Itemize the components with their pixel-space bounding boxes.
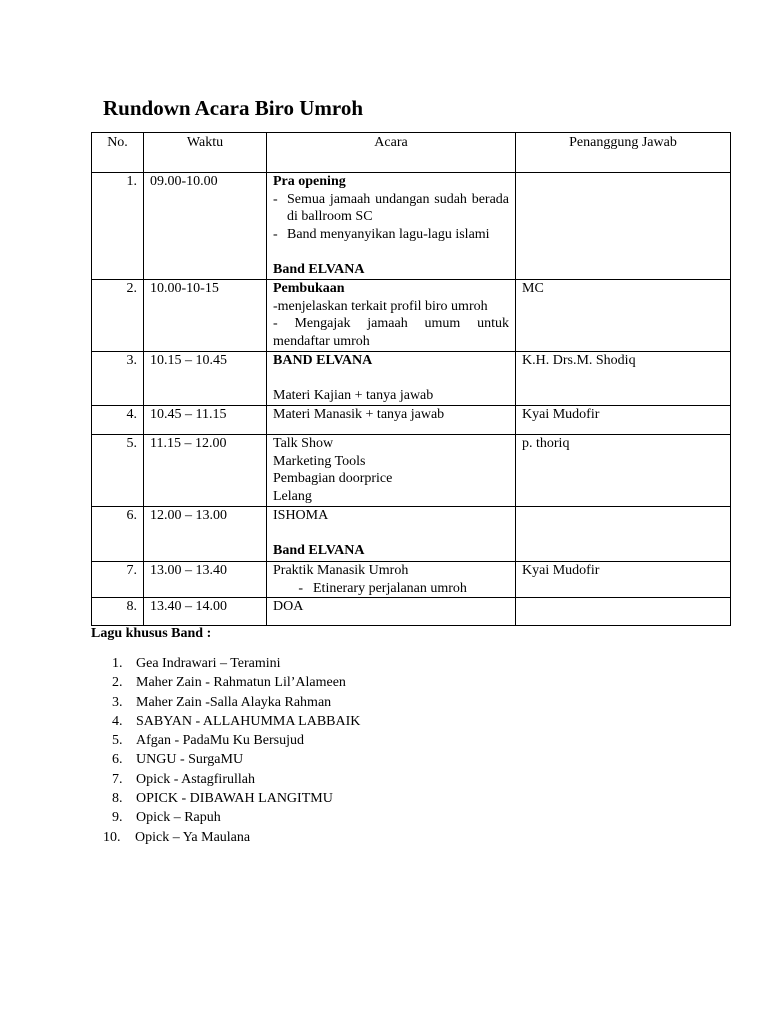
- acara-heading: Pra opening: [273, 174, 346, 189]
- header-no: No.: [92, 133, 144, 173]
- acara-line: Pembagian doorprice: [273, 471, 393, 486]
- table-row: [92, 352, 731, 406]
- row-penanggung-jawab: [516, 173, 731, 280]
- list-item: 7. Opick - Astagfirullah: [112, 771, 255, 787]
- acara-line: Marketing Tools: [273, 453, 366, 469]
- row-waktu: 11.15 – 12.00: [144, 435, 267, 507]
- row-waktu: 12.00 – 13.00: [144, 507, 267, 562]
- row-no: 1.: [92, 173, 144, 280]
- acara-line: DOA: [273, 599, 304, 614]
- acara-line: ISHOMA: [273, 508, 329, 523]
- header-waktu: Waktu: [144, 133, 267, 173]
- row-no: 7.: [92, 562, 144, 598]
- list-item: 10. Opick – Ya Maulana: [103, 829, 251, 845]
- table-header-row: [92, 133, 731, 173]
- row-acara: [267, 562, 516, 598]
- row-acara: [267, 406, 516, 435]
- lagu-heading: Lagu khusus Band :: [91, 626, 212, 641]
- acara-line: Materi Kajian + tanya jawab: [273, 388, 434, 403]
- row-waktu: 13.00 – 13.40: [144, 562, 267, 598]
- list-item: 5. Afgan - PadaMu Ku Bersujud: [112, 733, 304, 749]
- lagu-list: [103, 654, 361, 847]
- row-penanggung-jawab: Kyai Mudofir: [516, 406, 731, 435]
- table-row: [92, 280, 731, 352]
- row-waktu: 10.45 – 11.15: [144, 406, 267, 435]
- row-penanggung-jawab: MC: [516, 280, 731, 352]
- row-acara: [267, 435, 516, 507]
- acara-heading: BAND ELVANA: [273, 353, 373, 368]
- acara-heading: Pembukaan: [273, 281, 345, 296]
- row-no: 3.: [92, 352, 144, 406]
- acara-bullet: - Band menyanyikan lagu-lagu islami: [273, 226, 490, 242]
- table-row: [92, 435, 731, 507]
- row-waktu: 13.40 – 14.00: [144, 598, 267, 626]
- row-no: 6.: [92, 507, 144, 562]
- row-acara: [267, 352, 516, 406]
- table-row: [92, 562, 731, 598]
- table-row: [92, 598, 731, 626]
- row-penanggung-jawab: p. thoriq: [516, 435, 731, 507]
- row-acara: [267, 173, 516, 280]
- row-penanggung-jawab: K.H. Drs.M. Shodiq: [516, 352, 731, 406]
- list-item: 3. Maher Zain -Salla Alayka Rahman: [112, 694, 332, 710]
- row-waktu: 09.00-10.00: [144, 173, 267, 280]
- table-row: [92, 507, 731, 562]
- acara-footer: Band ELVANA: [273, 261, 365, 277]
- row-no: 8.: [92, 598, 144, 626]
- acara-bullet: - Semua jamaah undangan sudah berada di ballroom SC: [273, 191, 509, 224]
- list-item: 9. Opick – Rapuh: [112, 810, 221, 826]
- acara-line: Materi Manasik + tanya jawab: [273, 407, 445, 422]
- page-title: Rundown Acara Biro Umroh: [103, 96, 364, 120]
- rundown-table: [91, 132, 731, 626]
- list-item: 2. Maher Zain - Rahmatun Lil’Alameen: [112, 675, 346, 691]
- acara-line: -menjelaskan terkait profil biro umroh: [273, 298, 488, 314]
- row-penanggung-jawab: Kyai Mudofir: [516, 562, 731, 598]
- row-acara: [267, 280, 516, 352]
- row-penanggung-jawab: [516, 598, 731, 626]
- acara-line: Lelang: [273, 488, 312, 504]
- row-waktu: 10.15 – 10.45: [144, 352, 267, 406]
- acara-sub-bullet: - Etinerary perjalanan umroh: [298, 580, 467, 596]
- row-no: 2.: [92, 280, 144, 352]
- row-no: 4.: [92, 406, 144, 435]
- row-acara: [267, 598, 516, 626]
- acara-line: Talk Show: [273, 436, 334, 451]
- table-row: [92, 173, 731, 280]
- list-item: 1. Gea Indrawari – Teramini: [112, 656, 281, 671]
- list-item: 4. SABYAN - ALLAHUMMA LABBAIK: [112, 713, 361, 729]
- row-waktu: 10.00-10-15: [144, 280, 267, 352]
- row-penanggung-jawab: [516, 507, 731, 562]
- header-acara: Acara: [267, 133, 516, 173]
- list-item: 8. OPICK - DIBAWAH LANGITMU: [112, 791, 333, 807]
- row-no: 5.: [92, 435, 144, 507]
- header-penanggung-jawab: Penanggung Jawab: [516, 133, 731, 173]
- acara-line: Praktik Manasik Umroh: [273, 563, 409, 578]
- acara-footer: Band ELVANA: [273, 543, 365, 558]
- row-acara: [267, 507, 516, 562]
- acara-line: - Mengajak jamaah umum untuk mendaftar umroh: [273, 316, 509, 349]
- list-item: 6. UNGU - SurgaMU: [112, 752, 244, 768]
- table-row: [92, 406, 731, 435]
